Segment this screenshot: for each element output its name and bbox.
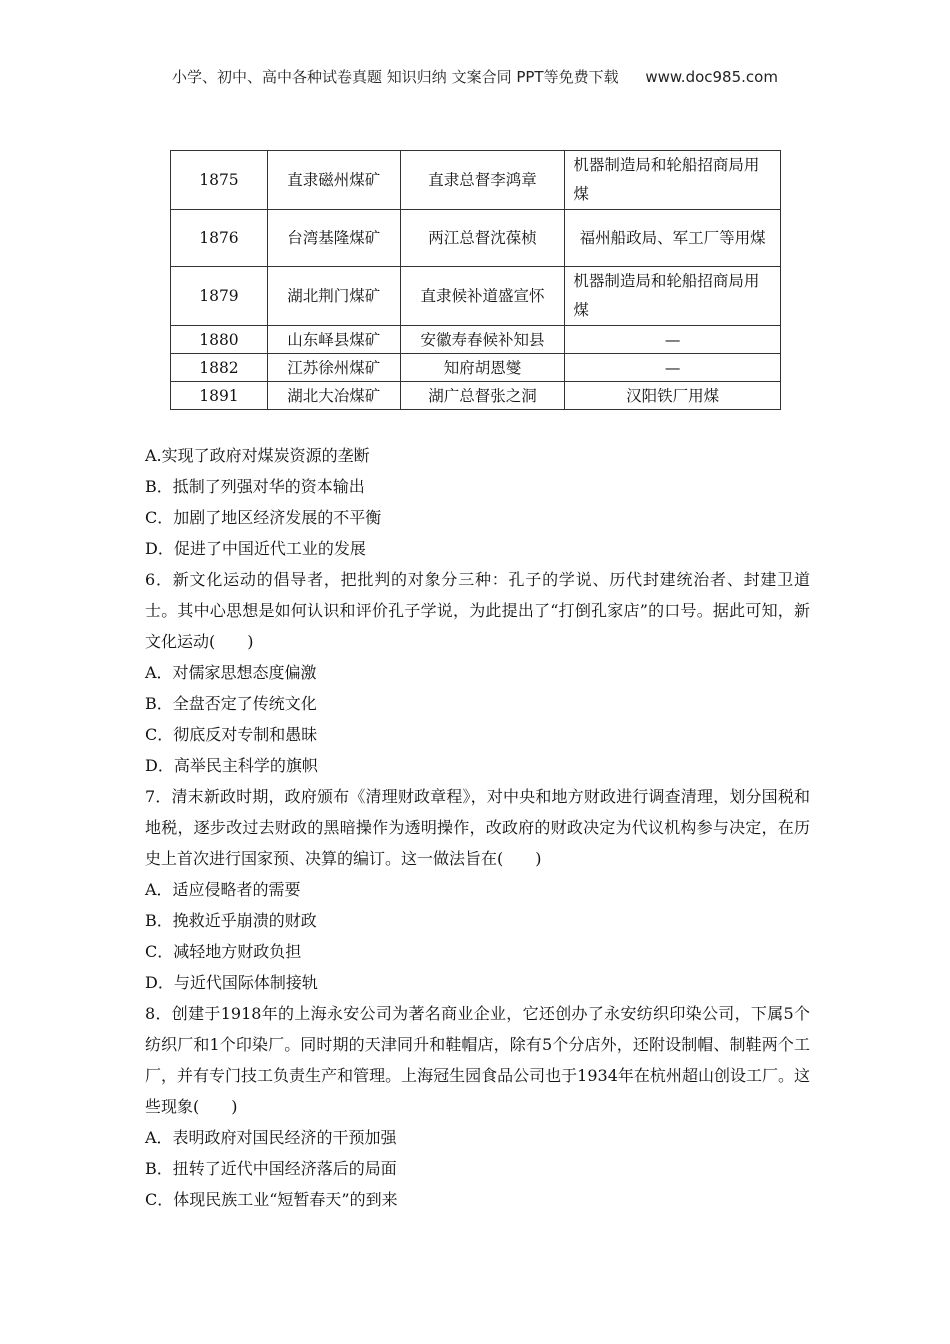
table-cell-mine: 直隶磁州煤矿 [267,151,400,210]
table-cell-year: 1875 [171,151,268,210]
table-row [171,267,781,326]
q5-option-d: D．促进了中国近代工业的发展 [145,539,366,558]
q6-option-c: C．彻底反对专制和愚昧 [145,725,318,744]
q8-option-b: B．扭转了近代中国经济落后的局面 [145,1159,397,1178]
table-cell-use: 汉阳铁厂用煤 [565,382,781,410]
table-cell-year: 1882 [171,354,268,382]
q7-option-c: C．减轻地方财政负担 [145,942,302,961]
table-cell-mine: 山东峄县煤矿 [267,326,400,354]
table-row [171,326,781,354]
table-cell-mine: 台湾基隆煤矿 [267,210,400,267]
q7-option-b: B．挽救近乎崩溃的财政 [145,911,317,930]
coal-mine-table [170,150,781,410]
page-header [0,66,950,87]
table-cell-mine: 湖北大冶煤矿 [267,382,400,410]
q7-option-a: A．适应侵略者的需要 [145,880,301,899]
q5-option-a: A.实现了政府对煤炭资源的垄断 [145,446,370,465]
table-cell-founder: 直隶总督李鸿章 [400,151,565,210]
table-row [171,354,781,382]
table-cell-year: 1876 [171,210,268,267]
table-cell-use: 福州船政局、军工厂等用煤 [565,210,781,267]
table-cell-mine: 湖北荆门煤矿 [267,267,400,326]
q8-option-c: C．体现民族工业“短暂春天”的到来 [145,1190,398,1209]
table-cell-mine: 江苏徐州煤矿 [267,354,400,382]
table-row [171,210,781,267]
q5-option-b: B．抵制了列强对华的资本输出 [145,477,365,496]
question-content [145,440,810,1215]
table-cell-founder: 两江总督沈葆桢 [400,210,565,267]
q5-option-c: C．加剧了地区经济发展的不平衡 [145,508,382,527]
table-cell-use: — [565,354,781,382]
header-text: 小学、初中、高中各种试卷真题 知识归纳 文案合同 PPT等免费下载 [172,68,619,86]
table-row [171,382,781,410]
table-cell-founder: 直隶候补道盛宣怀 [400,267,565,326]
q7-option-d: D．与近代国际体制接轨 [145,973,318,992]
table-cell-year: 1891 [171,382,268,410]
table-cell-founder: 知府胡恩燮 [400,354,565,382]
q6-option-d: D．高举民主科学的旗帜 [145,756,318,775]
table-cell-use: — [565,326,781,354]
table-row [171,151,781,210]
header-url[interactable]: www.doc985.com [645,68,778,86]
table-cell-use: 机器制造局和轮船招商局用煤 [565,151,781,210]
q8-option-a: A．表明政府对国民经济的干预加强 [145,1128,397,1147]
table-cell-founder: 湖广总督张之洞 [400,382,565,410]
table-cell-use: 机器制造局和轮船招商局用煤 [565,267,781,326]
q6-stem: 6．新文化运动的倡导者，把批判的对象分三种：孔子的学说、历代封建统治者、封建卫道士。其中心思想是如何认识和评价孔子学说，为此提出了“打倒孔家店”的口号。据此可知，新文化运动( ) [145,570,810,651]
table-cell-year: 1879 [171,267,268,326]
q7-stem: 7．清末新政时期，政府颁布《清理财政章程》，对中央和地方财政进行调查清理，划分国税和地税，逐步改过去财政的黑暗操作为透明操作，改政府的财政决定为代议机构参与决定，在历史上首次进行国家预、决算的编订。这一做法旨在( ) [145,787,810,868]
table-cell-year: 1880 [171,326,268,354]
table-cell-founder: 安徽寿春候补知县 [400,326,565,354]
q6-option-b: B．全盘否定了传统文化 [145,694,317,713]
q8-stem: 8．创建于1918年的上海永安公司为著名商业企业，它还创办了永安纺织印染公司，下属5个纺织厂和1个印染厂。同时期的天津同升和鞋帽店，除有5个分店外，还附设制帽、制鞋两个工厂，并有专门技工负责生产和管理。上海冠生园食品公司也于1934年在杭州超山创设工厂。这些现象( ) [145,1004,810,1116]
q6-option-a: A．对儒家思想态度偏激 [145,663,317,682]
